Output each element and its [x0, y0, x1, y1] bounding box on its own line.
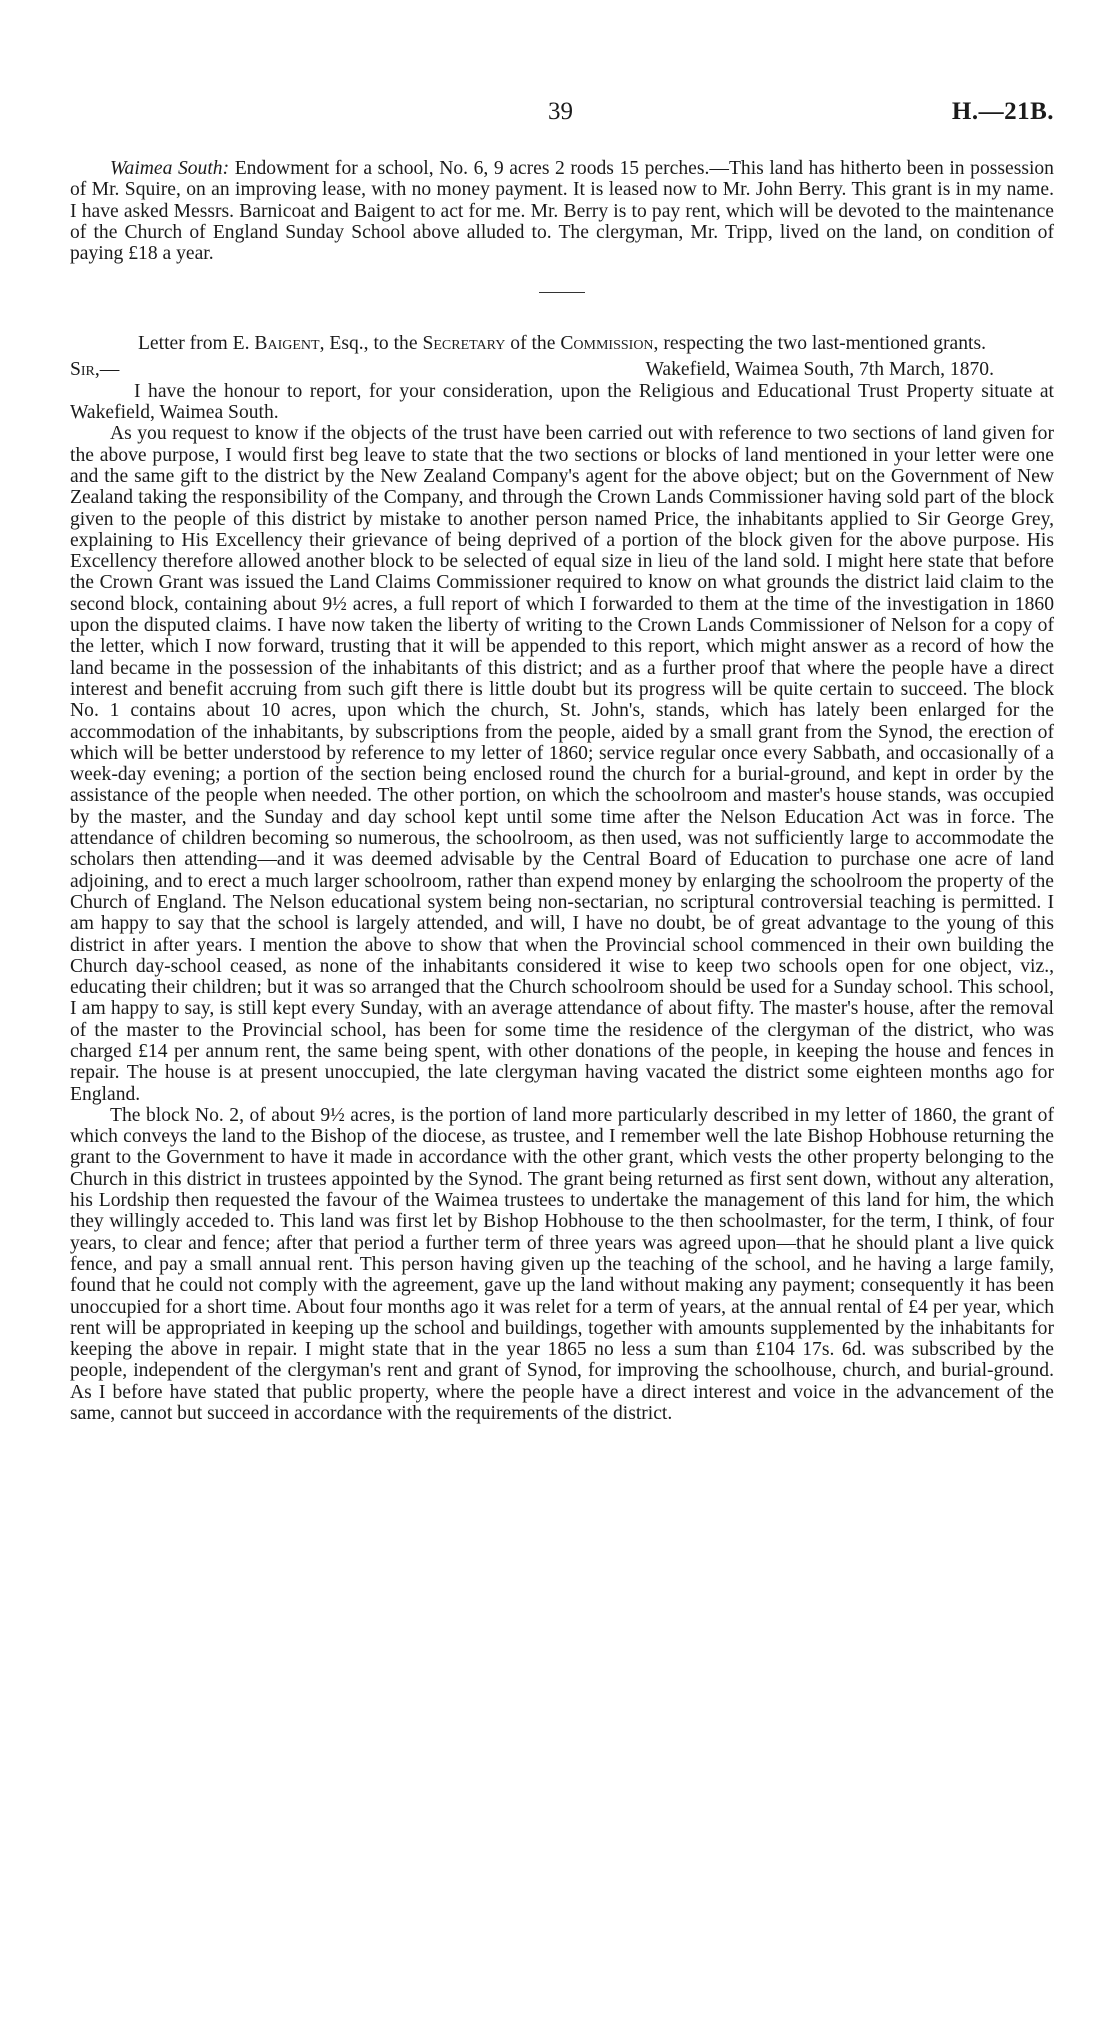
salutation: Sir,—	[70, 358, 120, 380]
letter-paragraph: I have the honour to report, for your consideration, upon the Religious and Educational Trust Property situate at Wakefield, Waimea South.	[70, 380, 1054, 424]
letter-paragraph: As you request to know if the objects of the trust have been carried out with reference to two sections of land given for the above purpose, I would first beg leave to state that the two sections or blocks of land mentioned in your letter were one and the same gift to the district by the New Zealand Company's agent for the above object; but on the Government of New Zealand taking the responsibility of the Company, and through the Crown Lands Commissioner having sold part of the block given to the people of this district by mistake to another person named Price, the inhabitants applied to Sir George Grey, explaining to His Excellency their grievance of being deprived of a portion of the block given for the above purpose. His Excellency therefore allowed another block to be selected of equal size in lieu of the land sold. I might here state that before the Crown Grant was issued the Land Claims Commissioner required to know on what grounds the district laid claim to the second block, containing about 9½ acres, a full report of which I forwarded to them at the time of the investigation in 1860 upon the disputed claims. I have now taken the liberty of writing to the Crown Lands Commissioner of Nelson for a copy of the letter, which I now forward, trusting that it will be appended to this report, which might answer as a record of how the land became in the possession of the inhabitants of this district; and as a further proof that where the people have a direct interest and benefit accruing from such gift there is little doubt but its progress will be quite certain to succeed. The block No. 1 contains about 10 acres, upon which the church, St. John's, stands, which has lately been enlarged for the accommodation of the inhabitants, by subscriptions from the people, aided by a small grant from the Synod, the erection of which will be better understood by reference to my letter of 1860; service regular once every Sabbath, and occasionally of a week-day evening; a portion of the section being enclosed round the church for a burial-ground, and kept in order by the assistance of the people when needed. The other portion, on which the schoolroom and master's house stands, was occupied by the master, and the Sunday and day school kept until some time after the Nelson Education Act was in force. The attendance of children becoming so numerous, the schoolroom, as then used, was not sufficiently large to accommodate the scholars then attending—and it was deemed advisable by the Central Board of Education to purchase one acre of land adjoining, and to erect a much larger schoolroom, rather than expend money by enlarging the schoolroom the property of the Church of England. The Nelson educational system being non-sectarian, no scriptural controversial teaching is permitted. I am happy to say that the school is largely attended, and will, I have no doubt, be of great advantage to the young of this district in after years. I mention the above to show that when the Provincial school commenced in their own building the Church day-school ceased, as none of the inhabitants considered it wise to keep two schools open for one object, viz., educating their children; but it was so arranged that the Church schoolroom should be used for a Sunday school. This school, I am happy to say, is still kept every Sunday, with an average attendance of about fifty. The master's house, after the removal of the master to the Provincial school, has been for some time the residence of the clergyman of the district, who was charged £14 per annum rent, the same being spent, with other donations of the people, in keeping the house and fences in repair. The house is at present unoccupied, the late clergyman having vacated the district some eighteen months ago for England.	[70, 423, 1054, 1105]
heading-text: of the	[510, 333, 556, 355]
dateline: Wakefield, Waimea South, 7th March, 1870.	[645, 358, 994, 380]
document-body	[70, 158, 1054, 1424]
heading-author-name: Baigent	[254, 333, 320, 355]
paragraph-text: Endowment for a school, No. 6, 9 acres 2 roods 15 perches.—This land has hitherto been in possession of Mr. Squire, on an improving lease, with no money payment. It is leased now to Mr. John Berry. This grant is in my name. I have asked Messrs. Barnicoat and Baigent to act for me. Mr. Berry is to pay rent, which will be devoted to the maintenance of the Church of England Sunday School above alluded to. The clergyman, Mr. Tripp, lived on the land, on condition of paying £18 a year.	[70, 158, 1054, 265]
waimea-south-paragraph	[70, 158, 1054, 264]
salutation-line	[70, 359, 1054, 381]
heading-text: , Esq., to the	[319, 333, 418, 355]
page-number: 39	[548, 98, 573, 125]
heading-recipient: Secretary	[422, 333, 506, 355]
page-header	[0, 98, 1114, 128]
heading-commission: Commission	[560, 333, 654, 355]
heading-text: Letter from E.	[137, 333, 250, 355]
letter-heading	[70, 333, 1054, 354]
paragraph-lead: Waimea South:	[110, 158, 230, 179]
document-code: H.—21B.	[951, 98, 1054, 125]
heading-text: , respecting the two last-mentioned grants.	[653, 333, 987, 355]
letter-paragraph: The block No. 2, of about 9½ acres, is the portion of land more particularly described in my letter of 1860, the grant of which conveys the land to the Bishop of the diocese, as trustee, and I remember well the late Bishop Hobhouse returning the grant to the Government to have it made in accordance with the other grant, which vests the other property belonging to the Church in this district in trustees appointed by the Synod. The grant being returned as first sent down, without any alteration, his Lordship then requested the favour of the Waimea trustees to undertake the management of this land for him, the which they willingly acceded to. This land was first let by Bishop Hobhouse to the then schoolmaster, for the term, I think, of four years, to clear and fence; after that period a further term of three years was agreed upon—that he should plant a live quick fence, and pay a small annual rent. This person having given up the teaching of the school, and he having a large family, found that he could not comply with the agreement, gave up the land without making any payment; consequently it has been unoccupied for a short time. About four months ago it was relet for a term of years, at the annual rental of £4 per year, which rent will be appropriated in keeping up the school and buildings, together with amounts supplemented by the inhabitants for keeping the above in repair. I might state that in the year 1865 no less a sum than £104 17s. 6d. was subscribed by the people, independent of the clergyman's rent and grant of Synod, for improving the schoolhouse, church, and burial-ground. As I before have stated that public property, where the people have a direct interest and voice in the advancement of the same, cannot but succeed in accordance with the requirements of the district.	[70, 1104, 1054, 1425]
section-divider	[539, 292, 585, 293]
